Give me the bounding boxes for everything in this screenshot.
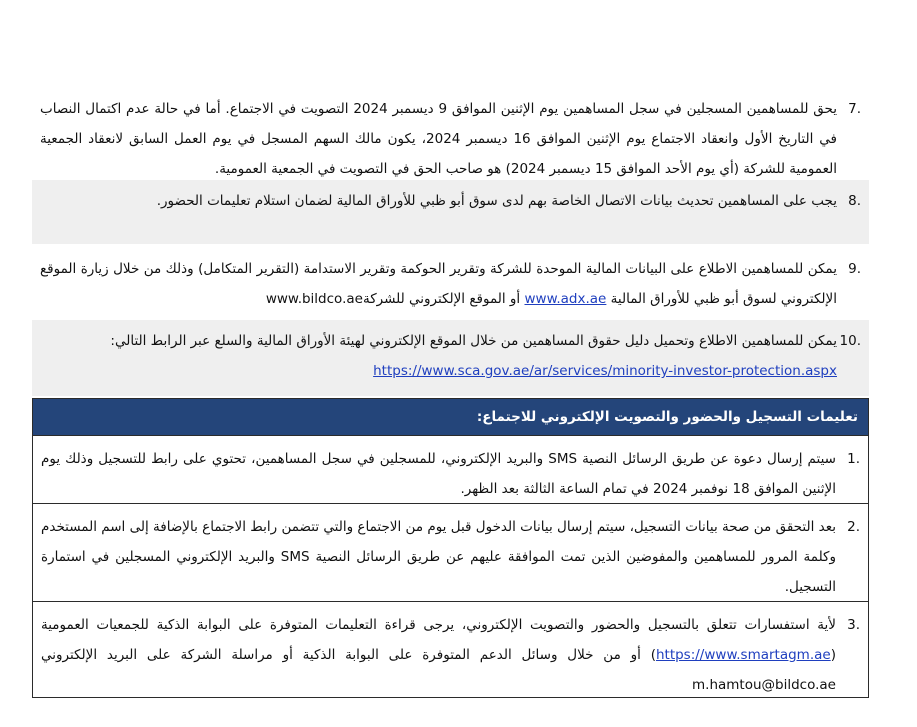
- instruction-item-2: [33, 503, 868, 601]
- note-number: .7: [848, 101, 861, 117]
- instruction-text: لأية استفسارات تتعلق بالتسجيل والحضور والتصويت الإلكتروني، يرجى قراءة التعليمات المتوفرة على البوابة الذكية للجمعيات العمومية (https://www.smartagm.ae) أو من خلال وسائل الدعم المتوفرة على البوابة الذكية أو مراسلة الشركة على البريد الإلكتروني m.hamtou@bildco.ae: [41, 617, 836, 693]
- instruction-item-1: [33, 435, 868, 503]
- note-text: [40, 254, 837, 314]
- note-text-part-b: أو الموقع الإلكتروني للشركة: [362, 291, 521, 307]
- smartagm-link[interactable]: https://www.smartagm.ae: [655, 647, 831, 663]
- note-item-7: [32, 88, 869, 180]
- instruction-number: .1: [847, 451, 860, 467]
- instruction-text-part-b: أو من خلال وسائل الدعم المتوفرة على البوابة الذكية أو مراسلة الشركة على البريد الإلكتروني: [41, 647, 641, 663]
- note-text: يجب على المساهمين تحديث بيانات الاتصال الخاصة بهم لدى سوق أبو ظبي للأوراق المالية لضمان استلام تعليمات الحضور.: [156, 193, 837, 209]
- company-website: www.bildco.ae: [265, 291, 363, 307]
- instruction-number: .2: [847, 519, 860, 535]
- instructions-box: [32, 398, 869, 698]
- instruction-item-3: [33, 601, 868, 697]
- note-item-8: [32, 180, 869, 244]
- instructions-title: تعليمات التسجيل والحضور والتصويت الإلكتروني للاجتماع:: [33, 399, 868, 435]
- note-text: يحق للمساهمين المسجلين في سجل المساهمين يوم الإثنين الموافق 9 ديسمبر 2024 التصويت في الاجتماع. أما في حالة عدم اكتمال النصاب في التاريخ الأول وانعقاد الاجتماع يوم الإثنين الموافق 16 ديسمبر 2024، يكون مالك السهم المسجل في يوم العمل السابق لانعقاد الجمعية العمومية للشركة (أي يوم الأحد الموافق 15 ديسمبر 2024) هو صاحب الحق في التصويت في الجمعية العمومية.: [40, 101, 837, 177]
- note-number: .9: [848, 261, 861, 277]
- contact-email[interactable]: m.hamtou@bildco.ae: [692, 677, 836, 693]
- note-number: .10: [839, 333, 861, 349]
- instruction-text-part-a: لأية استفسارات تتعلق بالتسجيل والحضور والتصويت الإلكتروني، يرجى قراءة التعليمات المتوفرة على البوابة الذكية للجمعيات العمومية: [41, 617, 836, 633]
- sca-link[interactable]: https://www.sca.gov.ae/ar/services/minority-investor-protection.aspx: [373, 363, 837, 379]
- note-text-part-a: يمكن للمساهمين الاطلاع وتحميل دليل حقوق المساهمين من خلال الموقع الإلكتروني لهيئة الأوراق المالية والسلع عبر الرابط التالي:: [110, 333, 837, 349]
- note-number: .8: [848, 193, 861, 209]
- note-text: [40, 326, 837, 386]
- note-item-9: [32, 244, 869, 320]
- note-text-part-a: يمكن للمساهمين الاطلاع على البيانات المالية الموحدة للشركة وتقرير الحوكمة وتقرير الاستدامة (التقرير المتكامل) وذلك من خلال زيارة الموقع الإلكتروني لسوق أبو ظبي للأوراق المالية: [40, 261, 837, 307]
- instruction-text: بعد التحقق من صحة بيانات التسجيل، سيتم إرسال بيانات الدخول قبل يوم من الاجتماع والتي تتضمن رابط الاجتماع بالإضافة إلى اسم المستخدم وكلمة المرور للمساهمين والمفوضين الذين تمت الموافقة عليهم عن طريق الرسائل النصية SMS والبريد الإلكتروني المسجلين في استمارة التسجيل.: [41, 519, 836, 595]
- notes-list: [32, 88, 869, 396]
- note-item-10: [32, 320, 869, 396]
- adx-link[interactable]: www.adx.ae: [524, 291, 607, 307]
- instruction-number: .3: [847, 617, 860, 633]
- instruction-text: سيتم إرسال دعوة عن طريق الرسائل النصية SMS والبريد الإلكتروني، للمسجلين في سجل المساهمين، تحتوي على رابط للتسجيل وذلك يوم الإثنين الموافق 18 نوفمبر 2024 في تمام الساعة الثالثة بعد الظهر.: [41, 451, 836, 497]
